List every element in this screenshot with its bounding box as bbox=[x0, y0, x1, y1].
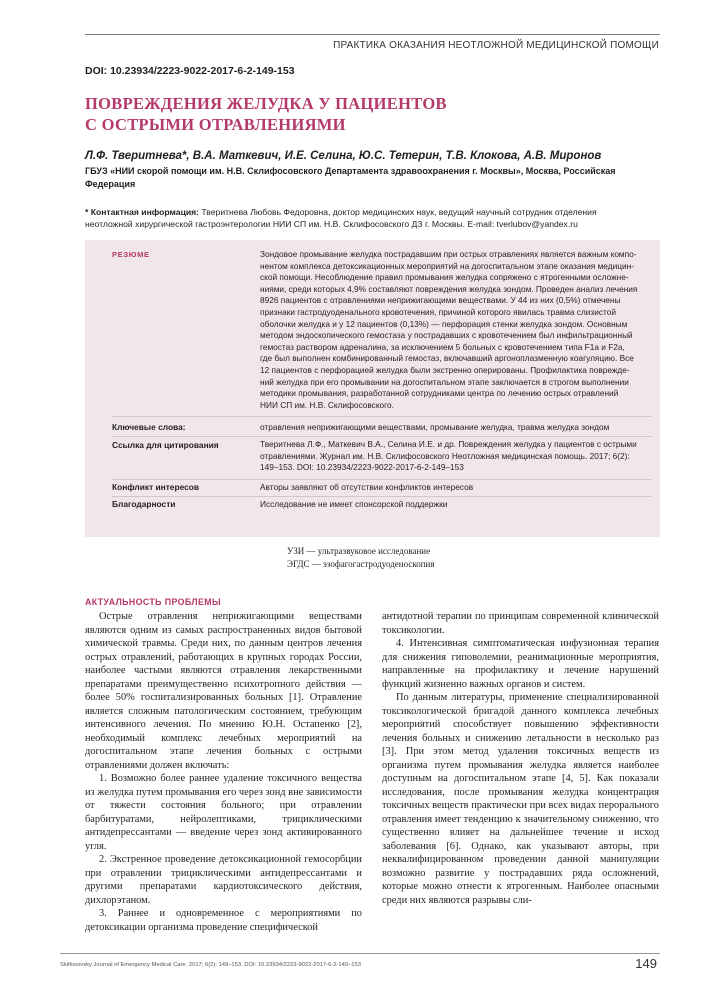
contact-line-2: неотложной хирургической гастроэнтерологии НИИ СП им. Н.В. Склифосовского ДЗ г. Москвы. E-mail: tverlubov@yandex.ru bbox=[85, 219, 578, 229]
abstract-line: ниями, среди которых 4,9% составляют повреждения желудка зондом. Проведен анализ лечения bbox=[260, 283, 638, 294]
thanks-label: Благодарности bbox=[112, 499, 176, 509]
page-number: 149 bbox=[635, 956, 657, 971]
title-line-1: ПОВРЕЖДЕНИЯ ЖЕЛУДКА У ПАЦИЕНТОВ bbox=[85, 94, 447, 113]
keywords-label: Ключевые слова: bbox=[112, 422, 186, 432]
separator bbox=[112, 436, 652, 437]
paragraph: 4. Интенсивная симптоматическая инфузионная терапия для снижения гиповолемии, реанимационные мероприятия, направленные на профилактику и лечение нарушений функций жизненно важных органов и систем. bbox=[382, 638, 659, 690]
abbreviation-line: ЭГДС — эзофагогастродуоденоскопия bbox=[287, 559, 435, 569]
citation-label: Ссылка для цитирования bbox=[112, 440, 219, 450]
affiliation-line-1: ГБУЗ «НИИ скорой помощи им. Н.В. Склифосовского Департамента здравоохранения г. Москвы», Москва, Российская bbox=[85, 166, 616, 176]
conflict-label: Конфликт интересов bbox=[112, 482, 200, 492]
left-column bbox=[85, 610, 362, 934]
contact-line-1: Тверитнева Любовь Федоровна, доктор медицинских наук, ведущий научный сотрудник отделения bbox=[199, 207, 597, 217]
paragraph: 3. Раннее и одновременное с мероприятиями по детоксикации организма проведение специфической bbox=[85, 908, 362, 933]
citation-line: 149–153. DOI: 10.23934/2223-9022-2017-6-2-149–153 bbox=[260, 462, 464, 473]
separator bbox=[112, 496, 652, 497]
paragraph: По данным литературы, применение специализированной токсикологической бригадой данного комплекса лечебных мероприятий способствует повышению эффективности лечения больных и снижению летальности в несколько раз [3]. При этом метод удаления токсичных веществ из организма путем промывания желудка является наиболее доступным на догоспитальном этапе [4, 5]. Как показали исследования, после промывания желудка концентрация токсичных веществ практически при всех видах перорального отравления имеет тенденцию к значительному снижению, что существенно влияет на дальнейшее течение и исход заболевания [6]. Однако, как указывают авторы, при неквалифицированном проведении данной манипуляции возможно развитие у пострадавших ряда осложнений, которые можно отнести к ятрогенным. Наиболее опасными среди них являются разрывы сли- bbox=[382, 692, 659, 906]
abstract-line: нентом комплекса детоксикационных мероприятий на догоспитальном этапе оказания медицин- bbox=[260, 260, 634, 271]
thanks: Исследование не имеет спонсорской поддержки bbox=[260, 499, 448, 509]
title-line-2: С ОСТРЫМИ ОТРАВЛЕНИЯМИ bbox=[85, 115, 346, 134]
citation-line: Тверитнева Л.Ф., Маткевич В.А., Селина И.Е. и др. Повреждения желудка у пациентов с острыми bbox=[260, 439, 637, 449]
abstract-line: НИИ СП им. Н.В. Склифосовского. bbox=[260, 399, 394, 410]
affiliation bbox=[85, 165, 665, 191]
authors: Л.Ф. Тверитнева*, В.А. Маткевич, И.Е. Селина, Ю.С. Тетерин, Т.В. Клокова, А.В. Миронов bbox=[85, 150, 602, 162]
abstract-line: ний желудка при его промывании на догоспитальном этапе заключается в строгом выполнении bbox=[260, 376, 629, 387]
abstract-line: признаки гастродуоденального кровотечения, причиной которого явилась травма слизистой bbox=[260, 306, 616, 317]
footer-rule bbox=[60, 953, 660, 954]
abstract-line: ской помощи. Несоблюдение правил промывания желудка сопряжено с ятрогенными осложне- bbox=[260, 272, 629, 283]
abstract-line: 8926 пациентов с отравлениями неприжигающими веществами. У 44 из них (0,5%) отмечены bbox=[260, 295, 621, 306]
abstract-line: методом эндоскопического гемостаза у пострадавших с кровотечением был инфильтрационный bbox=[260, 330, 633, 341]
paragraph: 1. Возможно более раннее удаление токсичного вещества из желудка путем промывания его через зонд вне зависимости от тяжести состояния больного; при отравлении барбитуратами, нейролептиками, трициклическими антидепрессантами — введение через зонд активированного угля. bbox=[85, 773, 362, 852]
running-header: ПРАКТИКА ОКАЗАНИЯ НЕОТЛОЖНОЙ МЕДИЦИНСКОЙ ПОМОЩИ bbox=[333, 40, 659, 51]
citation bbox=[260, 439, 652, 474]
paragraph: антидотной терапии по принципам современной клинической токсикологии. bbox=[382, 611, 659, 636]
right-column bbox=[382, 610, 659, 907]
abstract-line: методики промывания, разработанной сотрудниками центра по лечению острых отравлений bbox=[260, 388, 619, 399]
section-heading: АКТУАЛЬНОСТЬ ПРОБЛЕМЫ bbox=[85, 597, 221, 607]
header-rule bbox=[85, 34, 660, 35]
abstract-line: где был выполнен комбинированный гемостаз, включавший аргоноплазменную коагуляцию. Все bbox=[260, 353, 634, 364]
paragraph: Острые отравления неприжигающими веществами являются одним из самых распространенных видов бытовой химической травмы. Среди них, по данным центров лечения острых отравлений, работающих в крупных городах России, наиболее частыми являются отравления лекарственными препаратами преимущественно психотропного действия — более 50% госпитализированных больных [1]. Отравление является сложным патологическим состоянием, требующим интенсивного лечения. По мнению Ю.Н. Остапенко [2], необходимый комплекс лечебных мероприятий на догоспитальном этапе лечения больных с острыми отравлениями должен включать: bbox=[85, 611, 362, 771]
abstract-line: гемостаз раствором адреналина, за исключением 5 больных с кровотечением типа F1a и F2a, bbox=[260, 341, 625, 352]
abstract-line: Зондовое промывание желудка пострадавшим при острых отравлениях является важным компо- bbox=[260, 249, 637, 259]
abstract-line: 12 пациентов с перфорацией желудка были экстренно оперированы. Профилактика поврежде- bbox=[260, 364, 630, 375]
footer-journal: Sklifosovsky Journal of Emergency Medical Care. 2017; 6(2): 149–153. DOI: 10.23934/2223-9022-2017-6-2-149–153 bbox=[60, 962, 361, 968]
separator bbox=[112, 479, 652, 480]
abbreviations bbox=[287, 545, 435, 571]
keywords: отравления неприжигающими веществами, промывание желудка, травма желудка зондом bbox=[260, 422, 610, 432]
conflict: Авторы заявляют об отсутствии конфликтов интересов bbox=[260, 482, 474, 492]
affiliation-line-2: Федерация bbox=[85, 179, 136, 189]
separator bbox=[112, 416, 652, 417]
abstract bbox=[260, 249, 652, 411]
doi: DOI: 10.23934/2223-9022-2017-6-2-149-153 bbox=[85, 65, 295, 77]
contact-label: * Контактная информация: bbox=[85, 207, 200, 217]
abbreviation-line: УЗИ — ультразвуковое исследование bbox=[287, 546, 431, 556]
resume-label: РЕЗЮМЕ bbox=[112, 250, 150, 259]
abstract-line: оболочки желудка и у 12 пациентов (0,13%) — перфорация стенки желудка зондом. Основным bbox=[260, 318, 628, 329]
paragraph: 2. Экстренное проведение детоксикационной гемосорбции при отравлении трициклическими антидепрессантами и другими препаратами кардиотоксического действия, дихлорэтаном. bbox=[85, 854, 362, 906]
article-title bbox=[85, 93, 645, 135]
citation-line: отравлениями. Журнал им. Н.В. Склифосовского Неотложная медицинская помощь. 2017; 6(2): bbox=[260, 450, 630, 461]
contact-info bbox=[85, 206, 663, 230]
